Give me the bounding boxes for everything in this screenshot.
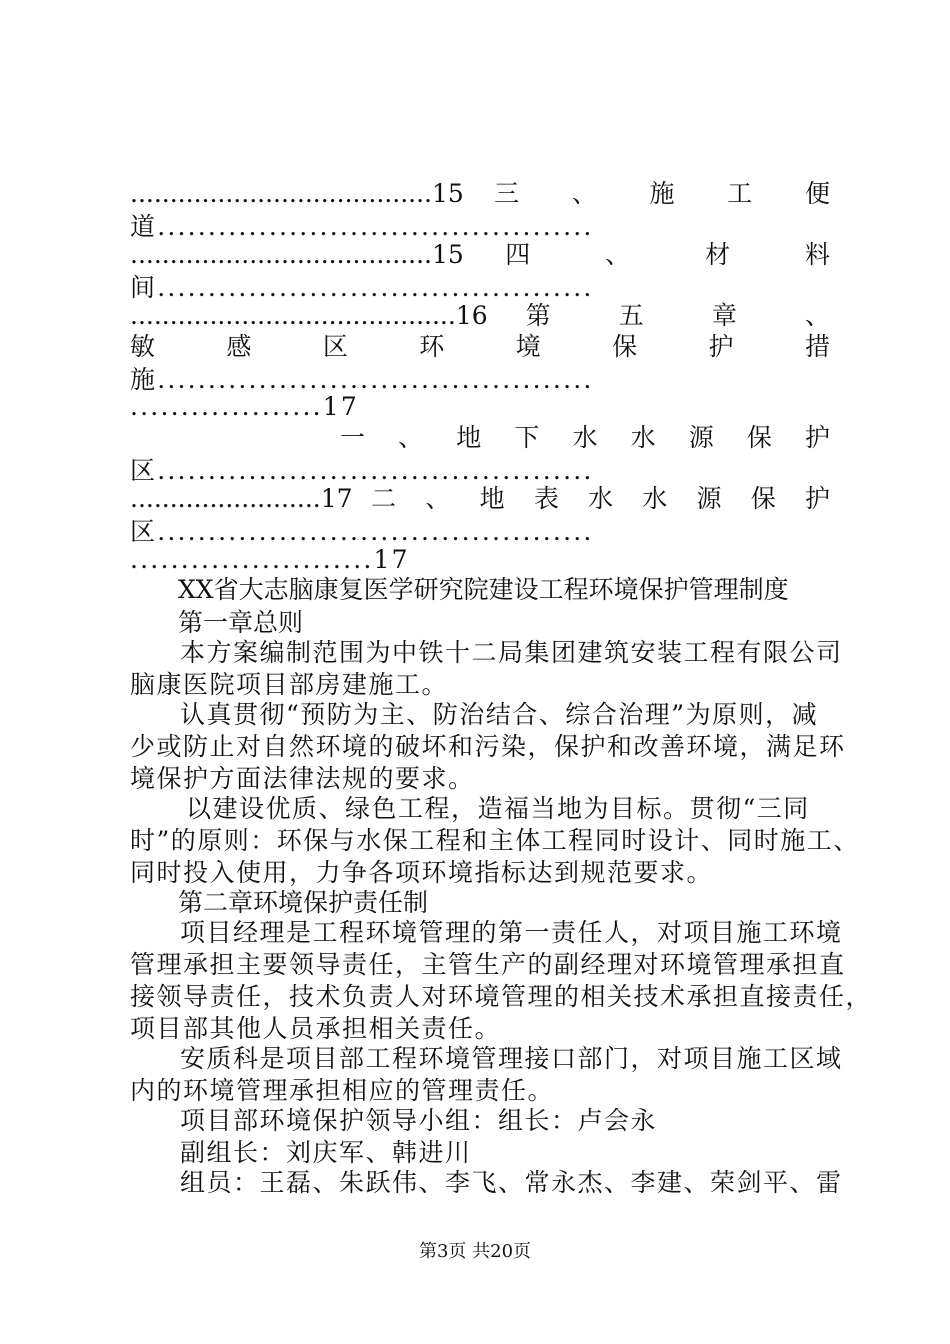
toc-line: ......................................15 三 、 施 工 便: [130, 179, 830, 208]
toc-line: 区...........................................: [130, 456, 594, 485]
paragraph-line: 安质科是项目部工程环境管理接口部门，对项目施工区域: [180, 1044, 843, 1073]
toc-line: ........................17: [130, 545, 410, 574]
paragraph-line: 接领导责任，技术负责人对环境管理的相关技术承担直接责任，: [130, 982, 873, 1011]
paragraph-line: 组员：王磊、朱跃伟、李飞、常永杰、李建、荣剑平、雷: [180, 1168, 843, 1197]
paragraph-line: 时”的原则：环保与水保工程和主体工程同时设计、同时施工、: [130, 826, 860, 855]
toc-line: 敏 感 区 环 境 保 护 措: [130, 332, 830, 361]
paragraph-line: 项目部其他人员承担相关责任。: [130, 1014, 502, 1043]
toc-line: 一 、 地 下 水 水 源 保 护: [340, 423, 830, 452]
toc-line: 施...........................................: [130, 365, 594, 394]
paragraph-line: 项目部环境保护领导小组：组长：卢会永: [180, 1106, 658, 1135]
paragraph-line: 认真贯彻“预防为主、防治结合、综合治理”为原则，减: [180, 700, 819, 729]
toc-line: ......................................15 四 、 材 料: [130, 240, 830, 269]
paragraph-line: 本方案编制范围为中铁十二局集团建筑安装工程有限公司: [180, 638, 843, 667]
toc-line: 道...........................................: [130, 212, 594, 241]
paragraph-line: 以建设优质、绿色工程，造福当地为目标。贯彻“三同: [186, 794, 810, 823]
toc-line: 区...........................................: [130, 517, 594, 546]
paragraph-line: 管理承担主要领导责任，主管生产的副经理对环境管理承担直: [130, 950, 846, 979]
toc-line: ........................17 二 、 地 表 水 水 源 保 护: [130, 484, 830, 513]
toc-line: ...................17: [130, 392, 360, 421]
paragraph-line: 项目经理是工程环境管理的第一责任人，对项目施工环境: [180, 918, 843, 947]
toc-line: 间...........................................: [130, 273, 594, 302]
paragraph-line: 境保护方面法律法规的要求。: [130, 764, 475, 793]
chapter-heading: 第二章环境保护责任制: [178, 888, 429, 917]
paragraph-line: 内的环境管理承担相应的管理责任。: [130, 1076, 555, 1105]
page-number-footer: 第3页 共20页: [418, 1241, 532, 1262]
paragraph-line: 副组长：刘庆军、韩进川: [180, 1138, 472, 1167]
paragraph-line: 同时投入使用，力争各项环境指标达到规范要求。: [130, 858, 714, 887]
chapter-heading: 第一章总则: [178, 608, 304, 637]
paragraph-line: 脑康医院项目部房建施工。: [130, 670, 449, 699]
document-title: XX省大志脑康复医学研究院建设工程环境保护管理制度: [178, 575, 789, 604]
toc-line: .........................................16 第 五 章 、: [130, 301, 830, 330]
paragraph-line: 少或防止对自然环境的破坏和污染，保护和改善环境，满足环: [130, 732, 846, 761]
